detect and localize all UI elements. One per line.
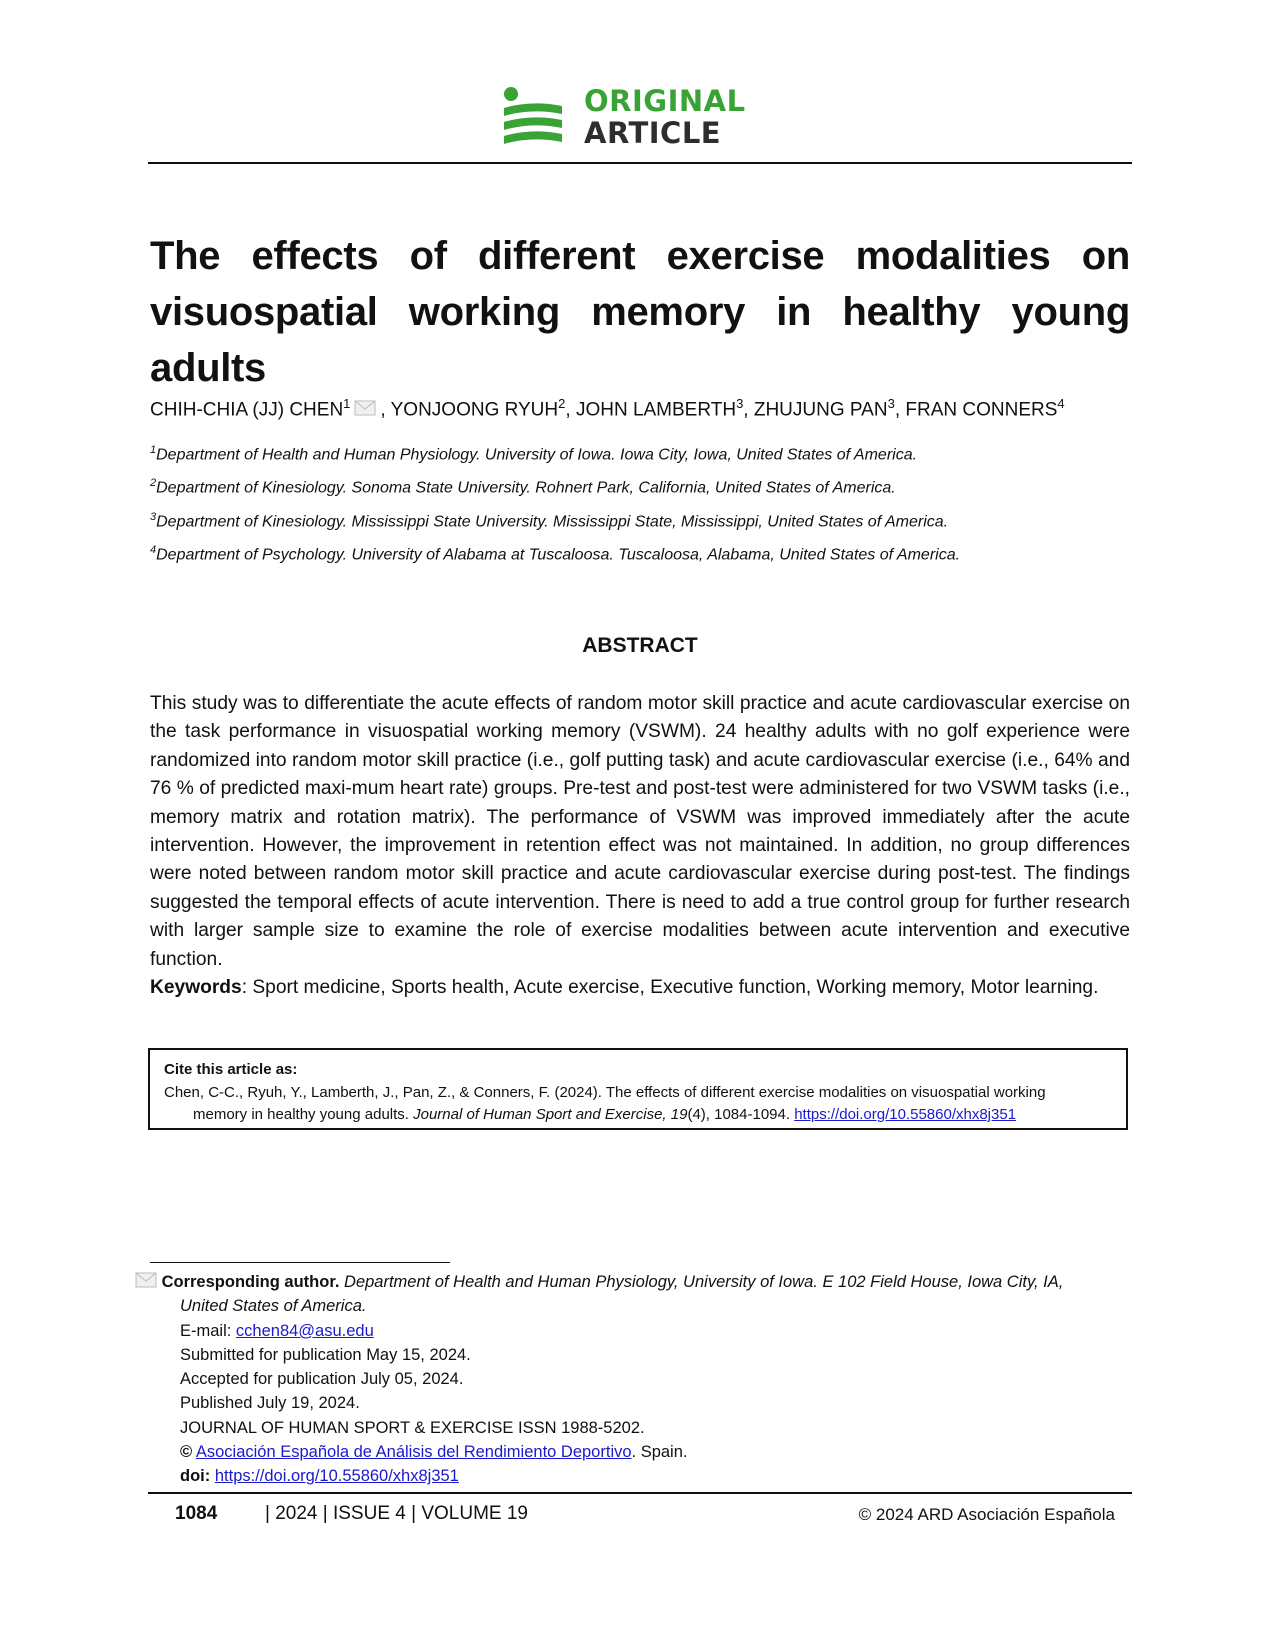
footer-divider [148,1492,1132,1494]
footnote [135,1270,1135,1489]
email-line [135,1319,1135,1343]
email-label: E-mail: [180,1321,236,1340]
logo-stripes-icon [502,86,566,150]
affiliation-sup: 4 [150,543,157,556]
affiliation-sup: 1 [150,444,157,456]
address-cont-text: United States of America. [180,1297,367,1316]
affiliation-text: Department of Health and Human Physiology. University of Iowa. Iowa City, Iowa, United States of America. [156,446,918,464]
citation-journal: Journal of Human Sport and Exercise, 19 [413,1106,688,1123]
affiliation-text: Department of Psychology. University of Alabama at Tuscaloosa. Tuscaloosa, Alabama, United States of America. [156,546,961,564]
affiliation-list [150,436,1130,569]
footer-copyright: © 2024 ARD Asociación Española [858,1505,1115,1524]
publisher-suffix: . Spain. [631,1443,688,1462]
citation-title-cont: memory in healthy young adults. [193,1106,414,1123]
affiliation-item [150,436,1130,469]
email-link[interactable]: cchen84@asu.edu [235,1321,374,1340]
journal-issn: JOURNAL OF HUMAN SPORT & EXERCISE ISSN 1988-5202. [180,1418,645,1437]
keywords [150,974,1130,1002]
corresponding-address-cont [135,1294,1135,1318]
author-name: JOHN LAMBERTH [575,399,737,421]
publisher-line [135,1440,1135,1464]
doi-label: doi: [180,1467,211,1486]
author-affiliation-sup: 2 [558,396,566,411]
author-name: ZHUJUNG PAN [753,399,888,421]
author-list: CHIH-CHIA (JJ) CHEN$^1$ , YONJOONG RYUH$^2$, JOHN LAMBERTH$^3$, ZHUJUNG PAN$^3$, FRAN CONNERS$^4$ [150,392,1130,423]
article-title: The effects of different exercise modalities on visuospatial working memory in healthy young adults [150,234,1130,390]
corresponding-author-label: Corresponding author. [161,1273,340,1291]
affiliation-item [150,536,1130,569]
envelope-icon [135,1273,157,1291]
header-divider [148,162,1132,164]
abstract-heading: ABSTRACT [582,634,698,657]
author-name: CHIH-CHIA (JJ) CHEN [150,399,344,421]
page-number: 1084 [175,1503,218,1524]
abstract-body: This study was to differentiate the acute effects of random motor skill practice and acute cardiovascular exercise on the task performance in visuospatial working memory (VSWM). 24 healthy adults with no golf experience were randomized into random motor skill practice (i.e., golf putting task) and acute cardiovascular exercise (i.e., 64% and 76 % of predicted maxi-mum heart rate) groups. Pre-test and post-test were administered for two VSWM tasks (i.e., memory matrix and rotation matrix). The performance of VSWM was improved immediately after the acute intervention. However, the improvement in retention effect was not maintained. In addition, no group differences were noted between random motor skill practice and acute cardiovascular exercise during post-test. The findings suggested the temporal effects of acute intervention. There is need to add a true control group for further research with larger sample size to examine the role of exercise modalities between acute intervention and executive function. [150,693,1130,970]
affiliation-item [150,469,1130,502]
envelope-icon[interactable] [354,399,376,423]
author-affiliation-sup: 3 [887,396,895,411]
accepted-date: Accepted for publication July 05, 2024. [180,1370,464,1389]
citation-doi-link[interactable]: https://doi.org/10.55860/xhx8j351 [794,1106,1017,1123]
author-affiliation-sup: 1 [343,396,351,411]
original-article-logo [502,84,782,154]
author-name: FRAN CONNERS [905,399,1058,421]
doi-line [135,1464,1135,1488]
keywords-label: Keywords [150,977,242,998]
affiliation-sup: 2 [150,477,157,490]
logo-text-article: ARTICLE [584,116,722,150]
author-name: YONJOONG RYUH [390,399,559,421]
citation-authors: Chen, C-C., Ryuh, Y., Lamberth, J., Pan, Z., & Conners, F. (2024). The effects of different exercise modalities on visuospatial working [164,1084,1046,1101]
cite-box [148,1048,1128,1130]
affiliation-text: Department of Kinesiology. Mississippi State University. Mississippi State, Mississippi, United States of America. [156,512,949,530]
publisher-link[interactable]: Asociación Española de Análisis del Rendimiento Deportivo [195,1443,632,1462]
affiliation-sup: 3 [150,510,157,523]
submitted-date: Submitted for publication May 15, 2024. [180,1345,471,1364]
corresponding-author-line [135,1270,1135,1294]
doi-link[interactable]: https://doi.org/10.55860/xhx8j351 [214,1467,459,1486]
copyright-symbol: © [180,1443,193,1462]
citation-text [164,1082,1114,1126]
author-affiliation-sup: 3 [736,396,744,411]
citation-issue-pages: (4), 1084-1094. [687,1106,795,1123]
affiliation-text: Department of Kinesiology. Sonoma State University. Rohnert Park, California, United States of America. [156,479,896,497]
cite-label: Cite this article as: [164,1061,298,1078]
published-date: Published July 19, 2024. [180,1394,360,1413]
issue-info: | 2024 | ISSUE 4 | VOLUME 19 [265,1503,528,1524]
author-affiliation-sup: 4 [1057,396,1065,411]
footnote-divider [150,1262,450,1263]
keywords-list: : Sport medicine, Sports health, Acute exercise, Executive function, Working memory, Motor learning. [241,977,1099,998]
affiliation-item [150,503,1130,536]
logo-text-original: ORIGINAL [584,84,746,118]
corresponding-author-address: Department of Health and Human Physiology, University of Iowa. E 102 Field House, Iowa City, IA, [339,1273,1064,1291]
